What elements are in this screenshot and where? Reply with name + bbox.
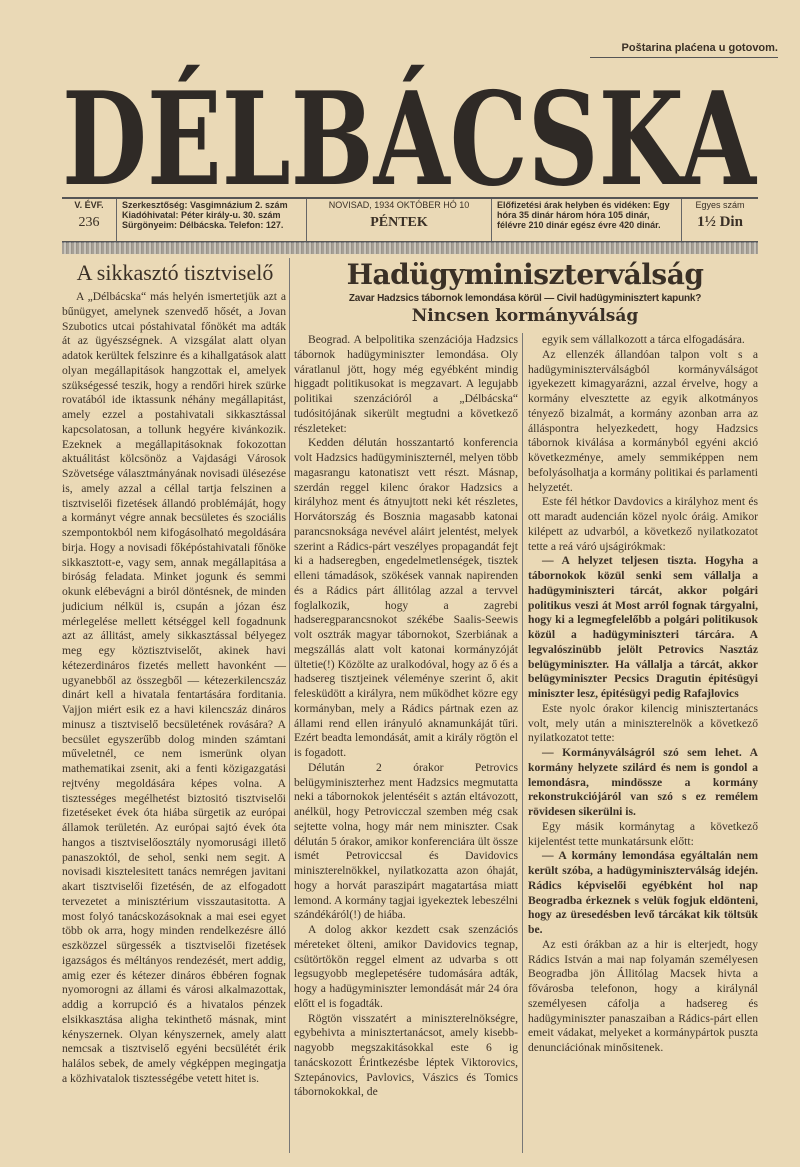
- price: 1½ Din: [697, 214, 743, 230]
- paragraph: A dolog akkor kezdett csak szenzációs méreteket ölteni, amikor Davidovics tegnap, csütörtökön reggel elment az udvarba s ott legsugyobb meglepetésére tudomására adták, hogy a hadügyminiszter lemondását már 24 óra előtt el is fogadták.: [294, 923, 518, 1010]
- subscription-prices: Előfizetési árak helyben és vidéken: Egy hóra 35 dinár három hóra 105 dinár, félévre 210 dinár egész évre 420 dinár.: [492, 199, 682, 241]
- masthead-logo: [60, 62, 760, 194]
- address: Szerkesztőség: Vasgimnázium 2. szám Kiadóhivatal: Péter király-u. 30. szám Sürgönyeim: Délbácska. Telefon: 127.: [117, 199, 307, 241]
- info-bar: [62, 197, 758, 243]
- issue-number: 236: [78, 215, 100, 230]
- paragraph: Este fél hétkor Davdovics a királyhoz ment és ott maradt audencián közel nyolc óráig. Amikor kilépett az udvarból, a következő nyilatkozatot tette a reá váró ujságirókmak:: [528, 495, 758, 553]
- main-subhead: Nincsen kormányválság: [411, 306, 639, 326]
- quote: — Kormányválságról szó sem lehet. A kormány helyzete szilárd és nem is gondol a lemondásra, mindössze a kormány rekonstrukciójáról van szó s ez remélem rövidesen sikerülni is.: [528, 746, 758, 818]
- decorative-band: [62, 242, 758, 254]
- paragraph: Rögtön visszatért a miniszterelnökségre, egybehivta a minisztertanácsot, amely kisebb-nagyobb megszakitásokkal este 6 ig tanácskozott Érintkezésbe léptek Viktorovics, Sztepánovics, Pavlovics, Vászics és Tomics tábornokokkal, de: [294, 1011, 518, 1099]
- issue-date: NOVISAD, 1934 OKTÓBER HÓ 10: [328, 200, 470, 210]
- column-rule: [522, 333, 523, 1153]
- left-article-title: A sikkasztó tisztviselő: [76, 260, 274, 285]
- weekday: PÉNTEK: [370, 215, 428, 230]
- main-headline: Hadügyminiszterválság: [346, 258, 704, 291]
- main-column-1: [294, 333, 518, 1100]
- main-subtitle: Zavar Hadzsics tábornok lemondása körül — Civil hadügyminisztert kapunk?: [348, 293, 702, 304]
- column-rule: [289, 258, 290, 1153]
- paragraph: Kedden délután hosszantartó konferencia volt Hadzsics hadügyminiszternél, melyen több magasrangu katonatiszt vett részt. Másnap, szerdán reggel kilenc órakor Hadzsics a királyhoz ment és átnyujtott neki két részletes, Horvátország és Bosznia magasabb katonai parancsnoksága nevével aláirt jelentést, melyek szerint a Rádics-párt veszélyes propagandát fejt ki a hadseregben, engedelmetlenségek, tisztek elleni támadások, szökések vannak napirenden és a Rádics párt állitólag azzal a tervvel foglalkozik, hogy a zagrebi hadseregparancsnokot székébe Saalis-Seewis volt osztrák magyar tábornokot, Szerbiának a megszállás alatt volt katonai kormányzóját ültetie(!) Közölte az uralkodóval, hogy az ő és a hadsereg tisztjeinek véleménye szerint ő, akit felesküdött a királyra, nem működhet közre egy kormányban, mely a Rádics pártnak ezen az állami rend ellen irányuló aknamunkáját tűri. Ezért beadta lemondását, amit a király rögtön el is fogadott.: [294, 436, 518, 759]
- paragraph: Délután 2 órakor Petrovics belügyminiszterhez ment Hadzsics megmutatta neki a tábornokok jelentéséit s aztán eltávozott, anélkül, hogy Petrovicczal szemben még csak sejtette volna, hogy már nem miniszter. Csak délután 5 órakor, amikor konferenciára ült össze ismét Petroviccsal és Davidovics miniszterelnökkel, nyilatkozatta azon óhaját, hogy a horvát paraszipárt magatartása miatt lemond. A kormány tagjai igyekeztek lebeszélni szándékáról(!) de hiába.: [294, 760, 518, 922]
- left-article: [62, 290, 286, 1087]
- paragraph: egyik sem vállalkozott a tárca elfogadására.: [542, 333, 745, 346]
- left-article-text: A „Délbácska“ más helyén ismertetjük azt a bűnügyet, amelynek szenvedő hősét, a Jovan Szubotics utcai póstahivatal főnökét ma adták át az ügyészségnek. A vizsgálat alatt olyan adatok kerültek felszinre és a kihallgatások alatt olyan megállapitások hangzottak el, amelyek szükségessé teszik, hogy a rendőri hirek szürke rovatából ide iktassunk néhány megállapitást, amely ezzel a postahivatali sikkasztással kapcsolatosan, a tollunk hegyére kivánkozik. Ezeknek a megállapitásoknak fokozottan aktuálitást kölcsönöz a Vajdasági Városok Szövetsége választmányának novisadi ülésezése is, amely azzal a céllal tartja felszinen a tisztviselői fizetések állandó problémáját, hogy a kormányt végre annak becsületes és szociális szempontokból nem kifogásolható megoldására birja. Hogy a novisadi főképóstahivatali főnöke sikkasztott-e, vagy sem, annak megállapitása a biróság feladata. Minket jogunk és semmi okunk elébevágni a biról döntésnek, de minden judicium nélkül is, csupán a józan ész mérlegelése mellett kétséggel kell fogadnunk azt az állitást, amely sikkasztással bélyegez meg egy köztisztviselőt, akinek havi kétezerdináros fizetés mellett havonként — ugyanebből az összegből — kétezerkilencszáz dinárt kell a hivatala fentartására forditania. Vajjon miért esik ez a havi kilencszáz dináros minusz a tisztviselő becsületének rovására? A becsület egyszerűbb dolog minden számtani műveletnél, ce nem ismerünk olyan mathematikai zsenit, aki a fenti közigazgatási rejtvény megoldására képes volna. A tisztességes megélhetést biztositó tisztviselői fizetéseket évek óta hiába sürgetik az európai államok területén. Az európai sajtó évek óta hangos a tisztviselőosztály nyomorusági illető panaszoktól, de sehol, senki nem segit. A novisadi kisztelesitett tanács nemrégen javitani akart tisztviselői fizetésén, de az elfogadott tervezetet a minisztérium visszautasitotta. A most folyó tanácskozásoknak a mai esei egyet több ok arra, hogy minden rendelkezésre álló eszközzel sürgessék a tisztviselői fizetések igazságos és méltányos rendezését, mert addig, amig ezer és kétezer dináros ébbéren fognak nyomorogni az állami és városi alkalmazottak, addig a korrupció és a hivatalos pénzek elsikkasztása aligha tekinthető másnak, mint kényszernek. Olyan kényszernek, amely alatt nemcsak a tisztviselő egyéni becsülétét érik halálos sebek, de amely végképpen megingatja a közhivatalok tisztességébe vetett hitet is.: [62, 290, 286, 1085]
- price-label: Egyes szám: [695, 200, 745, 210]
- paragraph: Az ellenzék állandóan talpon volt s a hadügyminiszterválságból kormányválságot igyekezett kimagyarázni, azzal érvelve, hogy a kormány elvesztette az egyik alkotmányos tényező bizalmát, a kormány azonban arra az álláspontra helyezkedett, hogy Hadzsics tábornok kiválása a kormányból egyéni akció következménye, amely semmiképpen nem befolyásolhatja a kormány politikai és parlamenti helyzetét.: [528, 347, 758, 494]
- paragraph: Beograd. A belpolitika szenzációja Hadzsics tábornok hadügyminiszter lemondása. Oly váratlanul jött, hogy még egyébként mindig higgadt politikusokat is megzavart. A legujabb politikai szenzációról a „Délbácska“ tudósitójának sikerült megtudni a következő részleteket:: [294, 333, 518, 435]
- main-column-2: [528, 333, 758, 1056]
- postage-note: Poštarina plaćena u gotovom.: [621, 42, 778, 54]
- paragraph: Este nyolc órakor kilencig minisztertanács volt, mely után a miniszterelnök a következő nyilatkozatot tette:: [528, 701, 758, 745]
- quote: — A helyzet teljesen tiszta. Hogyha a tábornokok közül senki sem vállalja a hadügyminiszteri tárcát, akkor polgári politikus veszi át Most arról fognak tárgyalni, hogy ki a legmegfelelőbb a polgári politikusok közül a hadügyminiszteri tárcára. A legvalószinübb jelölt Petrovics Nasztáz belügyminiszter. Ha vállalja a tárcát, akkor belügyminiszter Pecsics Dragutin épitésügyi miniszter lesz, épitésügyi pedig Rafajlovics: [528, 554, 758, 700]
- paragraph: Egy másik kormánytag a következő kijelentést tette munkatársunk előtt:: [528, 819, 758, 848]
- quote: — A kormány lemondása egyáltalán nem került szóba, a hadügyminiszterválság idején. Rádics képviselői egyébként hol nap Beogradba érkeznek s velük fogjuk eldönteni, hogy az üresedésben levő tárcákat kik töltsük be.: [528, 849, 758, 936]
- volume: V. ÉVF.: [74, 200, 104, 210]
- divider: [590, 57, 778, 58]
- masthead-text: DÉLBÁCSKA: [62, 65, 758, 194]
- paragraph: Az esti órákban az a hir is elterjedt, hogy Rádics István a mai nap folyamán személyesen Beogradba jön Állitólag Macsek hivta a fővárosba telefonon, hogy a királynál személyesen cáfolja a hadsereg és hadügyminiszter panaszaiban a Rádics-párt ellen emeit vádakat, melyeket a kormánypártok puszta denunciációnak minősitenek.: [528, 937, 758, 1054]
